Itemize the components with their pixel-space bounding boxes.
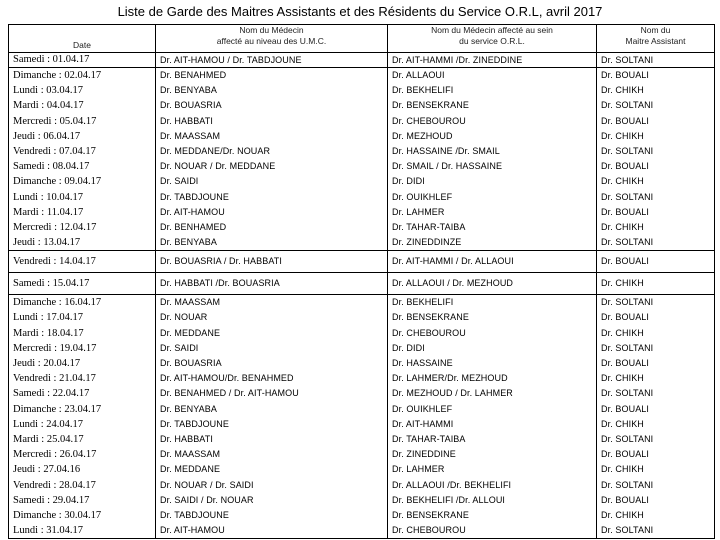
maitre-assistant-cell bbox=[597, 251, 715, 273]
umc-doctor-name: Dr. AIT-HAMOU bbox=[160, 525, 225, 536]
maitre-assistant-name: Dr. BOUALI bbox=[601, 358, 650, 368]
umc-doctor-name: Dr. MEDDANE bbox=[160, 464, 221, 475]
umc-doctor-name: Dr. MEDDANE/Dr. NOUAR bbox=[160, 145, 271, 156]
date-line: Vendredi : 14.04.17 bbox=[13, 256, 96, 268]
date-line: Samedi : 29.04.17 bbox=[13, 494, 90, 506]
umc-doctor-name: Dr. MEDDANE bbox=[160, 327, 221, 338]
maitre-assistant-name: Dr. CHIKH bbox=[601, 464, 644, 475]
umc-doctor-name: Dr. HABBATI bbox=[160, 433, 213, 444]
maitre-assistant-name: Dr. CHIKH bbox=[601, 221, 644, 232]
umc-doctor-name: Dr. HABBATI /Dr. BOUASRIA bbox=[160, 278, 280, 289]
orl-doctor-name: Dr. OUIKHLEF bbox=[392, 191, 453, 202]
date-line: Dimanche : 23.04.17 bbox=[13, 403, 102, 415]
date-line: Lundi : 31.04.17 bbox=[13, 525, 83, 537]
orl-doctor-name: Dr. ALLAOUI / Dr. MEZHOUD bbox=[392, 278, 514, 289]
date-line: Mardi : 11.04.17 bbox=[13, 206, 84, 218]
orl-doctor-name: Dr. ALLAOUI /Dr. BEKHELIFI bbox=[392, 479, 512, 490]
orl-doctor-name: Dr. MEZHOUD / Dr. LAHMER bbox=[392, 388, 513, 399]
header-maitre-assistant bbox=[597, 25, 715, 53]
umc-doctor-name: Dr. BENHAMED bbox=[160, 221, 227, 232]
orl-doctor-name: Dr. BENSEKRANE bbox=[392, 312, 469, 323]
maitre-assistant-name: Dr. BOUALI bbox=[601, 312, 650, 323]
date-line: Samedi : 01.04.17 bbox=[13, 54, 90, 65]
date-line: Dimanche : 02.04.17 bbox=[13, 70, 102, 81]
umc-doctor-name: Dr. BOUASRIA bbox=[160, 358, 222, 368]
orl-doctor-cell bbox=[388, 295, 597, 539]
date-line: Mercredi : 19.04.17 bbox=[13, 342, 97, 354]
umc-doctor-name: Dr. AIT-HAMOU bbox=[160, 206, 225, 217]
umc-doctor-name: Dr. NOUAR / Dr. SAIDI bbox=[160, 479, 254, 490]
maitre-assistant-name: Dr. SOLTANI bbox=[601, 237, 654, 248]
orl-doctor-name: Dr. AIT-HAMMI / Dr. ALLAOUI bbox=[392, 256, 514, 267]
maitre-assistant-name: Dr. BOUALI bbox=[601, 115, 650, 126]
date-cell bbox=[9, 53, 156, 68]
header-umc-line2: affecté au niveau des U.M.C. bbox=[216, 36, 327, 46]
umc-doctor-cell bbox=[156, 273, 388, 295]
date-cell bbox=[9, 68, 156, 251]
umc-doctor-name: Dr. SAIDI bbox=[160, 176, 199, 187]
orl-doctor-name: Dr. BEKHELIFI bbox=[392, 297, 454, 308]
orl-doctor-cell bbox=[388, 251, 597, 273]
umc-doctor-name: Dr. SAIDI bbox=[160, 342, 199, 353]
table-header bbox=[9, 25, 715, 53]
duty-roster-table bbox=[8, 24, 715, 539]
maitre-assistant-name: Dr. CHIKH bbox=[601, 130, 644, 141]
orl-doctor-name: Dr. LAHMER bbox=[392, 206, 445, 217]
orl-doctor-name: Dr. SMAIL / Dr. HASSAINE bbox=[392, 161, 503, 172]
header-ma-line2: Maitre Assistant bbox=[625, 36, 686, 46]
document-title: Liste de Garde des Maitres Assistants et des Résidents du Service O.R.L, avril 2017 bbox=[117, 4, 603, 19]
date-line: Lundi : 10.04.17 bbox=[13, 191, 83, 203]
date-line: Jeudi : 13.04.17 bbox=[13, 237, 81, 249]
date-cell bbox=[9, 251, 156, 273]
orl-doctor-name: Dr. LAHMER bbox=[392, 464, 445, 475]
date-line: Vendredi : 07.04.17 bbox=[13, 145, 96, 157]
umc-doctor-cell bbox=[156, 68, 388, 251]
date-line: Samedi : 22.04.17 bbox=[13, 388, 90, 400]
date-line: Mardi : 18.04.17 bbox=[13, 327, 84, 339]
umc-doctor-name: Dr. BENYABA bbox=[160, 237, 217, 248]
orl-doctor-name: Dr. ALLAOUI bbox=[392, 70, 445, 80]
orl-doctor-name: Dr. CHEBOUROU bbox=[392, 525, 466, 536]
maitre-assistant-name: Dr. BOUALI bbox=[601, 449, 650, 460]
maitre-assistant-name: Dr. SOLTANI bbox=[601, 297, 654, 308]
maitre-assistant-name: Dr. SOLTANI bbox=[601, 145, 654, 156]
umc-doctor-name: Dr. NOUAR / Dr. MEDDANE bbox=[160, 161, 276, 172]
umc-doctor-name: Dr. TABDJOUNE bbox=[160, 191, 229, 202]
header-ma-line1: Nom du bbox=[640, 25, 671, 35]
orl-doctor-name: Dr. HASSAINE /Dr. SMAIL bbox=[392, 145, 500, 156]
header-orl-line1: Nom du Médecin affecté au sein bbox=[431, 25, 553, 35]
header-umc bbox=[156, 25, 388, 53]
maitre-assistant-name: Dr. SOLTANI bbox=[601, 100, 654, 111]
umc-doctor-name: Dr. NOUAR bbox=[160, 312, 208, 323]
header-orl bbox=[388, 25, 597, 53]
umc-doctor-cell bbox=[156, 295, 388, 539]
maitre-assistant-name: Dr. BOUALI bbox=[601, 161, 650, 172]
maitre-assistant-cell bbox=[597, 68, 715, 251]
umc-doctor-name: Dr. TABDJOUNE bbox=[160, 418, 229, 429]
date-line: Jeudi : 27.04.16 bbox=[13, 464, 81, 476]
maitre-assistant-name: Dr. CHIKH bbox=[601, 509, 644, 520]
orl-doctor-name: Dr. AIT-HAMMI bbox=[392, 418, 454, 429]
umc-doctor-name: Dr. SAIDI / Dr. NOUAR bbox=[160, 494, 254, 505]
date-line: Vendredi : 28.04.17 bbox=[13, 479, 96, 491]
orl-doctor-name: Dr. MEZHOUD bbox=[392, 130, 453, 141]
umc-doctor-name: Dr. HABBATI bbox=[160, 115, 213, 126]
umc-doctor-name: Dr. MAASSAM bbox=[160, 130, 221, 141]
umc-doctor-name: Dr. BENYABA bbox=[160, 85, 217, 96]
maitre-assistant-name: Dr. BOUALI bbox=[601, 206, 650, 217]
orl-doctor-name: Dr. BEKHELIFI /Dr. ALLOUI bbox=[392, 494, 506, 505]
maitre-assistant-name: Dr. CHIKH bbox=[601, 176, 644, 187]
date-line: Lundi : 17.04.17 bbox=[13, 312, 83, 324]
maitre-assistant-name: Dr. CHIKH bbox=[601, 327, 644, 338]
maitre-assistant-name: Dr. SOLTANI bbox=[601, 388, 654, 399]
header-umc-line1: Nom du Médecin bbox=[239, 25, 304, 35]
orl-doctor-cell bbox=[388, 273, 597, 295]
date-line: Mardi : 04.04.17 bbox=[13, 100, 84, 112]
orl-doctor-name: Dr. TAHAR-TAIBA bbox=[392, 433, 466, 444]
umc-doctor-name: Dr. MAASSAM bbox=[160, 297, 221, 308]
maitre-assistant-name: Dr. CHIKH bbox=[601, 373, 644, 384]
date-line: Samedi : 15.04.17 bbox=[13, 278, 90, 290]
umc-doctor-name: Dr. AIT-HAMOU/Dr. BENAHMED bbox=[160, 373, 294, 384]
orl-doctor-name: Dr. BEKHELIFI bbox=[392, 85, 454, 96]
maitre-assistant-name: Dr. SOLTANI bbox=[601, 55, 654, 65]
orl-doctor-name: Dr. AIT-HAMMI /Dr. ZINEDDINE bbox=[392, 55, 523, 65]
date-line: Samedi : 08.04.17 bbox=[13, 161, 90, 173]
date-line: Dimanche : 16.04.17 bbox=[13, 297, 102, 309]
maitre-assistant-name: Dr. BOUALI bbox=[601, 70, 650, 80]
date-line: Mercredi : 12.04.17 bbox=[13, 221, 97, 233]
umc-doctor-name: Dr. AIT-HAMOU / Dr. TABDJOUNE bbox=[160, 55, 302, 65]
umc-doctor-name: Dr. BENAHMED bbox=[160, 70, 227, 80]
orl-doctor-name: Dr. ZINEDDINZE bbox=[392, 237, 462, 248]
orl-doctor-cell bbox=[388, 68, 597, 251]
table-row bbox=[9, 53, 715, 68]
maitre-assistant-name: Dr. BOUALI bbox=[601, 403, 650, 414]
date-line: Mardi : 25.04.17 bbox=[13, 433, 84, 445]
umc-doctor-name: Dr. BENAHMED / Dr. AIT-HAMOU bbox=[160, 388, 299, 399]
umc-doctor-name: Dr. BENYABA bbox=[160, 403, 217, 414]
date-line: Lundi : 24.04.17 bbox=[13, 418, 83, 430]
table-row bbox=[9, 295, 715, 539]
orl-doctor-name: Dr. BENSEKRANE bbox=[392, 509, 469, 520]
orl-doctor-cell bbox=[388, 53, 597, 68]
umc-doctor-cell bbox=[156, 53, 388, 68]
umc-doctor-name: Dr. MAASSAM bbox=[160, 449, 221, 460]
maitre-assistant-cell bbox=[597, 295, 715, 539]
maitre-assistant-name: Dr. CHIKH bbox=[601, 278, 644, 289]
date-line: Mercredi : 05.04.17 bbox=[13, 115, 97, 127]
orl-doctor-name: Dr. TAHAR-TAIBA bbox=[392, 221, 466, 232]
maitre-assistant-name: Dr. SOLTANI bbox=[601, 342, 654, 353]
date-line: Dimanche : 09.04.17 bbox=[13, 176, 102, 188]
orl-doctor-name: Dr. CHEBOUROU bbox=[392, 327, 466, 338]
table-body bbox=[9, 53, 715, 539]
table-row bbox=[9, 251, 715, 273]
date-cell bbox=[9, 295, 156, 539]
maitre-assistant-cell bbox=[597, 273, 715, 295]
date-line: Mercredi : 26.04.17 bbox=[13, 449, 97, 461]
date-line: Jeudi : 06.04.17 bbox=[13, 130, 81, 142]
table-row bbox=[9, 68, 715, 251]
maitre-assistant-name: Dr. CHIKH bbox=[601, 85, 644, 96]
orl-doctor-name: Dr. CHEBOUROU bbox=[392, 115, 466, 126]
orl-doctor-name: Dr. OUIKHLEF bbox=[392, 403, 453, 414]
maitre-assistant-name: Dr. SOLTANI bbox=[601, 479, 654, 490]
orl-doctor-name: Dr. LAHMER/Dr. MEZHOUD bbox=[392, 373, 508, 384]
maitre-assistant-name: Dr. SOLTANI bbox=[601, 525, 654, 536]
orl-doctor-name: Dr. HASSAINE bbox=[392, 358, 453, 368]
maitre-assistant-name: Dr. CHIKH bbox=[601, 418, 644, 429]
maitre-assistant-cell bbox=[597, 53, 715, 68]
table-row bbox=[9, 273, 715, 295]
umc-doctor-name: Dr. TABDJOUNE bbox=[160, 509, 229, 520]
date-line: Lundi : 03.04.17 bbox=[13, 85, 83, 97]
date-line: Vendredi : 21.04.17 bbox=[13, 373, 96, 385]
date-line: Dimanche : 30.04.17 bbox=[13, 509, 102, 521]
header-orl-line2: du service O.R.L. bbox=[459, 36, 525, 46]
header-date-label: Date bbox=[73, 40, 91, 50]
orl-doctor-name: Dr. DIDI bbox=[392, 342, 425, 353]
umc-doctor-name: Dr. BOUASRIA / Dr. HABBATI bbox=[160, 256, 282, 267]
date-cell bbox=[9, 273, 156, 295]
orl-doctor-name: Dr. BENSEKRANE bbox=[392, 100, 469, 111]
umc-doctor-cell bbox=[156, 251, 388, 273]
umc-doctor-name: Dr. BOUASRIA bbox=[160, 100, 222, 111]
maitre-assistant-name: Dr. BOUALI bbox=[601, 256, 650, 267]
maitre-assistant-name: Dr. SOLTANI bbox=[601, 433, 654, 444]
orl-doctor-name: Dr. DIDI bbox=[392, 176, 425, 187]
orl-doctor-name: Dr. ZINEDDINE bbox=[392, 449, 456, 460]
header-date bbox=[9, 25, 156, 53]
maitre-assistant-name: Dr. BOUALI bbox=[601, 494, 650, 505]
maitre-assistant-name: Dr. SOLTANI bbox=[601, 191, 654, 202]
date-line: Jeudi : 20.04.17 bbox=[13, 358, 81, 369]
